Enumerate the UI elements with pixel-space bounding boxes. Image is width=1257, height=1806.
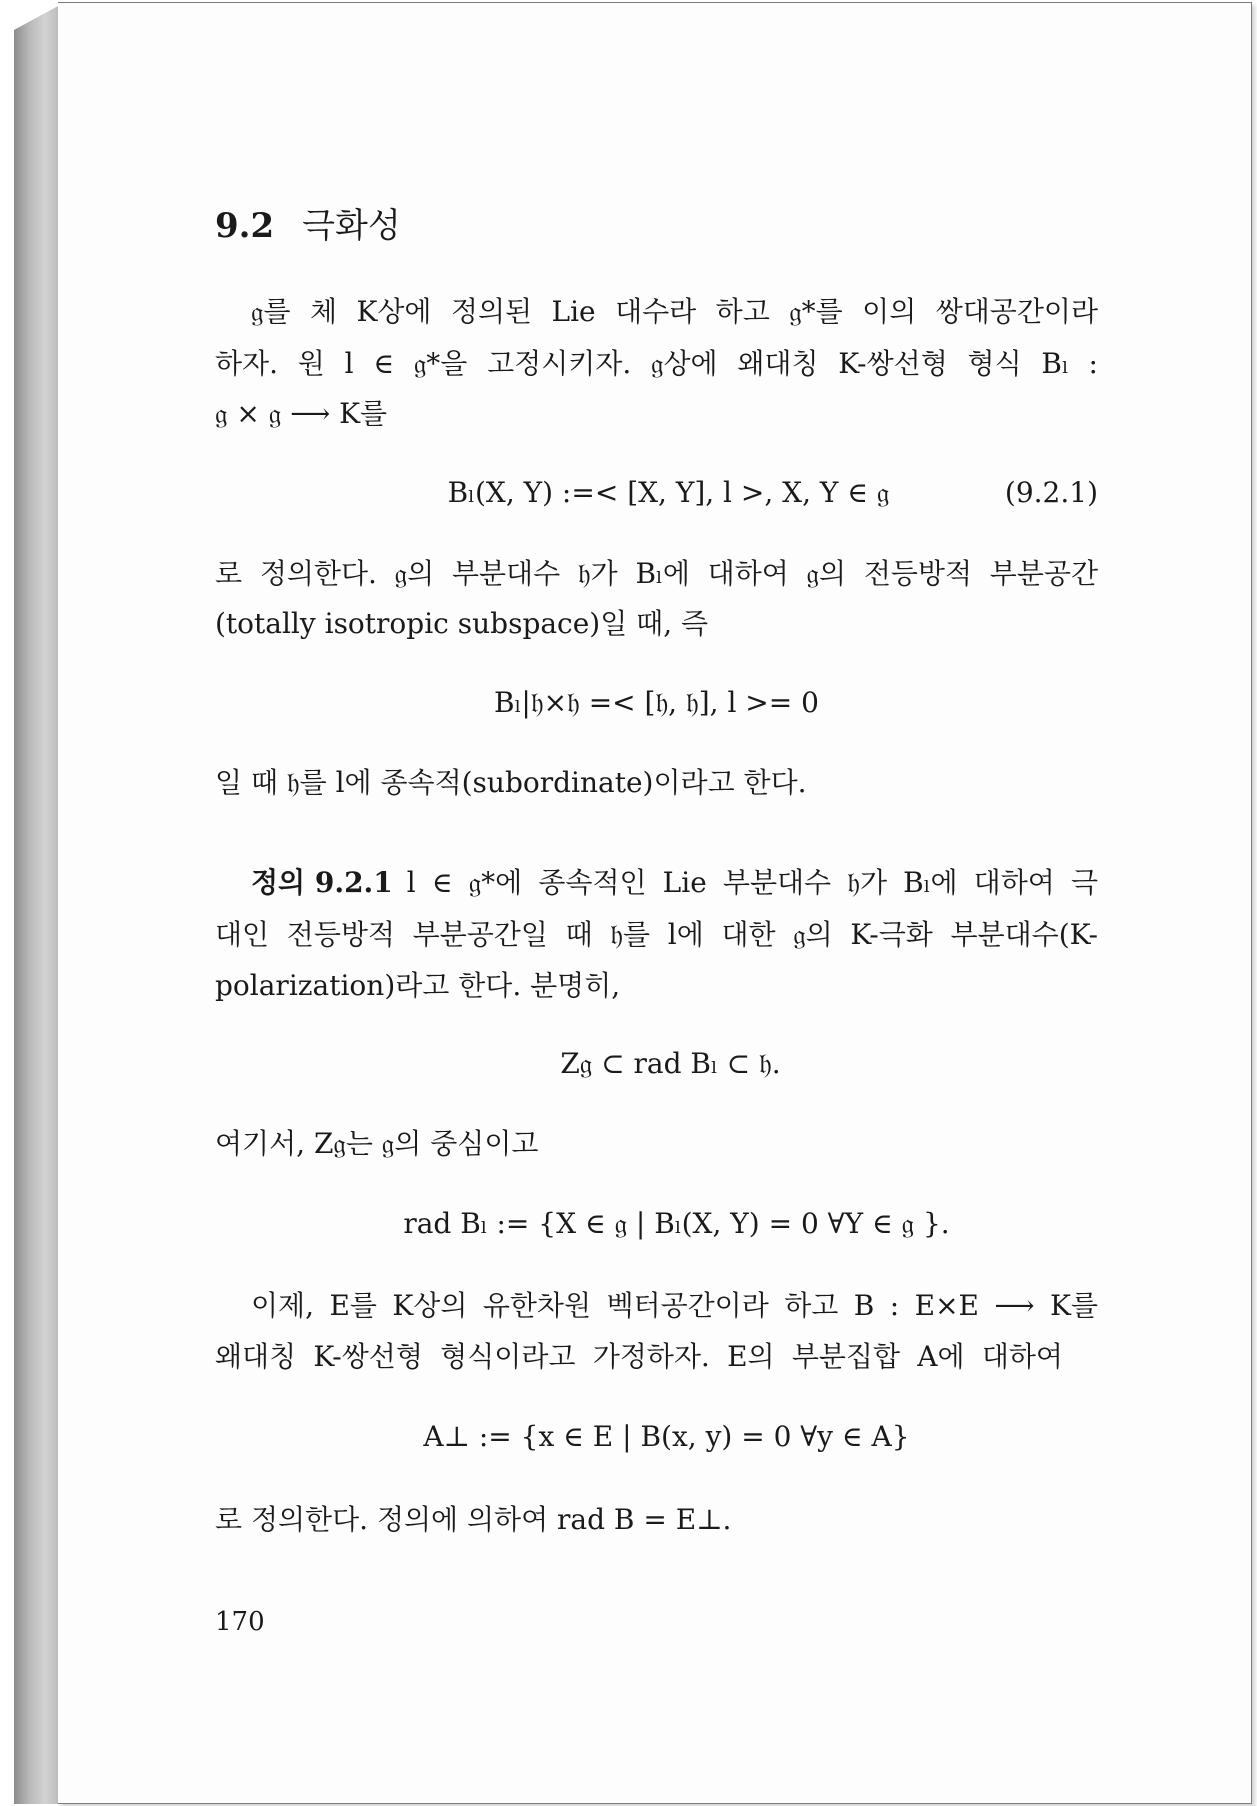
paragraph-5-line-2: 왜대칭 K-쌍선형 형식이라고 가정하자. E의 부분집합 A에 대하여 — [215, 1340, 1063, 1373]
paragraph-6-line-1: 로 정의한다. 정의에 의하여 rad B = E⊥. — [215, 1503, 732, 1536]
equation-orthogonal-complement: A⊥ := {x ∈ E | B(x, y) = 0 ∀y ∈ A} — [423, 1420, 910, 1453]
definition-label: 정의 9.2.1 — [251, 866, 393, 899]
paragraph-3-line-1: 일 때 𝔥를 l에 종속적(subordinate)이라고 한다. — [215, 766, 807, 799]
equation-totally-isotropic: Bₗ|𝔥×𝔥 =< [𝔥, 𝔥], l >= 0 — [494, 686, 819, 719]
equation-body: Bₗ(X, Y) :=< [X, Y], l >, X, Y ∈ 𝔤 — [447, 476, 890, 509]
equation-radical: rad Bₗ := {X ∈ 𝔤 | Bₗ(X, Y) = 0 ∀Y ∈ 𝔤 }. — [403, 1207, 950, 1240]
equation-9-2-1 — [215, 467, 1098, 519]
paragraph-2-line-1: 로 정의한다. 𝔤의 부분대수 𝔥가 Bₗ에 대하여 𝔤의 전등방적 부분공간 — [215, 557, 1098, 590]
page-number: 170 — [215, 1607, 265, 1637]
definition-line-2: 대인 전등방적 부분공간일 때 𝔥를 l에 대한 𝔤의 K-극화 부분대수(K- — [215, 918, 1098, 951]
definition-line-3: polarization)라고 한다. 분명히, — [215, 969, 621, 1002]
definition-line-1 — [215, 857, 1098, 909]
section-title: 극화성 — [302, 206, 401, 246]
book-spine — [14, 6, 58, 1804]
equation-center-inclusion: Z𝔤 ⊂ rad Bₗ ⊂ 𝔥. — [560, 1047, 781, 1080]
paragraph-4-line-1: 여기서, Z𝔤는 𝔤의 중심이고 — [215, 1127, 539, 1160]
section-number: 9.2 — [215, 206, 275, 246]
paragraph-1-line-3: 𝔤 × 𝔤 ⟶ K를 — [215, 397, 388, 430]
paragraph-1-line-1: 𝔤를 체 K상에 정의된 Lie 대수라 하고 𝔤*를 이의 쌍대공간이라 — [251, 295, 1098, 328]
paragraph-5-line-1: 이제, E를 K상의 유한차원 벡터공간이라 하고 B : E×E ⟶ K를 — [251, 1289, 1098, 1322]
definition-text-1: l ∈ 𝔤*에 종속적인 Lie 부분대수 𝔥가 Bₗ에 대하여 극 — [406, 866, 1098, 899]
section-heading — [215, 206, 1098, 246]
equation-number: (9.2.1) — [1004, 476, 1098, 509]
paragraph-2-line-2: (totally isotropic subspace)일 때, 즉 — [215, 607, 709, 640]
paragraph-1-line-2: 하자. 원 l ∈ 𝔤*을 고정시키자. 𝔤상에 왜대칭 K-쌍선형 형식 Bₗ : — [215, 347, 1098, 380]
